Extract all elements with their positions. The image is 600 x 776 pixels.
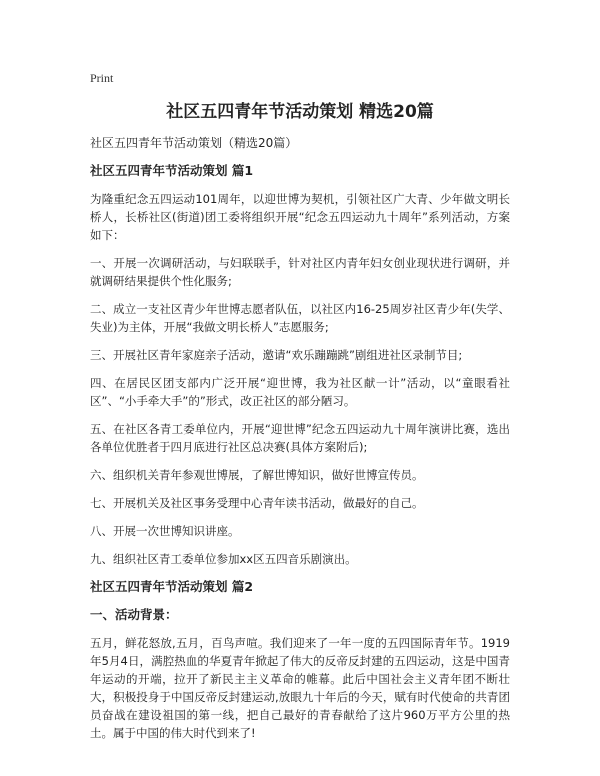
- section-2-subheading: 一、活动背景：: [90, 607, 178, 622]
- section-1-paragraph: 五、在社区各青工委单位内，开展“迎世博”纪念五四运动九十周年演讲比赛，选出各单位优胜者于四月底进行社区总决赛(具体方案附后);: [90, 422, 510, 454]
- section-2-heading: 社区五四青年节活动策划 篇2: [90, 579, 254, 594]
- document-subtitle: 社区五四青年节活动策划（精选20篇）: [90, 136, 298, 150]
- section-1-heading: 社区五四青年节活动策划 篇1: [90, 163, 254, 178]
- section-1-paragraph: 二、成立一支社区青少年世博志愿者队伍，以社区内16-25周岁社区青少年(失学、失业)为主体，开展“我做文明长桥人”志愿服务;: [90, 302, 510, 334]
- section-1-paragraph: 六、组织机关青年参观世博展，了解世博知识，做好世博宣传员。: [90, 468, 424, 482]
- section-1-paragraph: 七、开展机关及社区事务受理中心青年读书活动，做最好的自己。: [90, 496, 424, 510]
- section-1-paragraph: 九、组织社区青工委单位参加xx区五四音乐剧演出。: [90, 552, 357, 566]
- section-1-paragraph: 八、开展一次世博知识讲座。: [90, 524, 240, 538]
- page-title: 社区五四青年节活动策划 精选20篇: [166, 102, 434, 122]
- section-2-paragraph: 五月，鲜花怒放,五月，百鸟声喧。我们迎来了一年一度的五四国际青年节。1919年5月4日，满腔热血的华夏青年掀起了伟大的反帝反封建的五四运动，这是中国青年运动的开端，拉开了新民主主义革命的帷幕。此后中国社会主义青年团不断壮大，积极投身于中国反帝反封建运动,放眼九十年后的今天，赋有时代使命的共青团员奋战在建设祖国的第一线，把自己最好的青春献给了这片960万平方公里的热土。属于中国的伟大时代到来了!: [90, 636, 510, 740]
- section-1-paragraph: 一、开展一次调研活动，与妇联联手，针对社区内青年妇女创业现状进行调研，并就调研结果提供个性化服务;: [90, 256, 510, 288]
- section-1-paragraph: 三、开展社区青年家庭亲子活动，邀请“欢乐蹦蹦跳”剧组进社区录制节目;: [90, 348, 463, 362]
- section-1-paragraph: 为隆重纪念五四运动101周年，以迎世博为契机，引领社区广大青、少年做文明长桥人，长桥社区(街道)团工委将组织开展“纪念五四运动九十周年”系列活动，方案如下：: [90, 192, 510, 242]
- section-1-paragraph: 四、在居民区团支部内广泛开展“迎世博，我为社区献一计”活动，以“童眼看社区”、“小手牵大手”的”形式，改正社区的部分陋习。: [90, 376, 510, 408]
- print-link[interactable]: Print: [90, 71, 114, 85]
